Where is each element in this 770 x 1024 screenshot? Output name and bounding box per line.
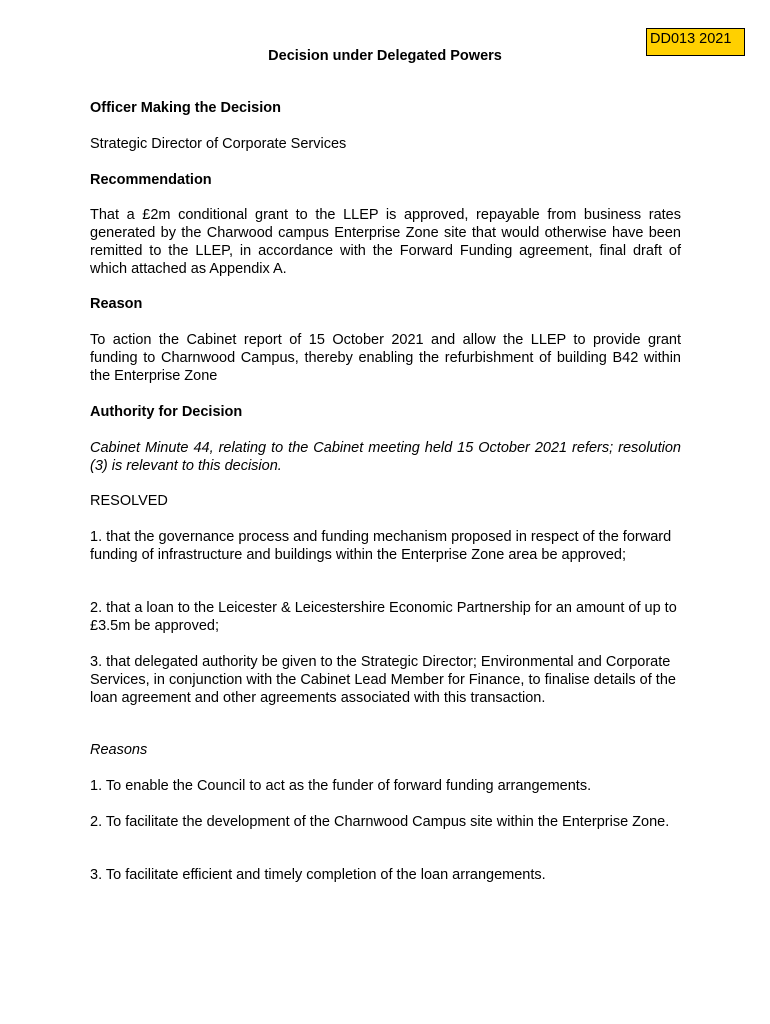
officer-text: Strategic Director of Corporate Services [90, 136, 347, 152]
reason-heading: Reason [90, 296, 143, 312]
resolved-item: 1. that the governance process and funding mechanism proposed in respect of the forward funding of infrastructure and buildings within the Enterprise Zone area be approved; [90, 529, 672, 563]
authority-text: Cabinet Minute 44, relating to the Cabinet meeting held 15 October 2021 refers; resolution (3) is relevant to this decision. [90, 440, 681, 474]
reasons-heading: Reasons [90, 742, 148, 758]
officer-heading: Officer Making the Decision [90, 100, 281, 116]
reasons-item: 1. To enable the Council to act as the funder of forward funding arrangements. [90, 778, 592, 794]
resolved-heading: RESOLVED [90, 493, 168, 509]
authority-heading: Authority for Decision [90, 404, 243, 420]
reason-text: To action the Cabinet report of 15 October 2021 and allow the LLEP to provide grant funding to Charnwood Campus, thereby enabling the refurbishment of building B42 within the Enterprise Zone [90, 332, 681, 384]
recommendation-heading: Recommendation [90, 172, 212, 188]
resolved-item: 2. that a loan to the Leicester & Leicestershire Economic Partnership for an amount of up to £3.5m be approved; [90, 600, 677, 634]
reference-number-box: DD013 2021 [646, 28, 745, 56]
resolved-item: 3. that delegated authority be given to the Strategic Director; Environmental and Corporate Services, in conjunction with the Cabinet Lead Member for Finance, to finalise details of the loan agreement and other agreements associated with this transaction. [90, 654, 676, 706]
document-title: Decision under Delegated Powers [268, 48, 502, 64]
reasons-item: 3. To facilitate efficient and timely completion of the loan arrangements. [90, 867, 546, 883]
reasons-item: 2. To facilitate the development of the Charnwood Campus site within the Enterprise Zone. [90, 814, 670, 830]
recommendation-text: That a £2m conditional grant to the LLEP is approved, repayable from business rates generated by the Charwood campus Enterprise Zone site that would otherwise have been remitted to the LLEP, in accordance with the Forward Funding agreement, final draft of which attached as Appendix A. [90, 207, 681, 277]
